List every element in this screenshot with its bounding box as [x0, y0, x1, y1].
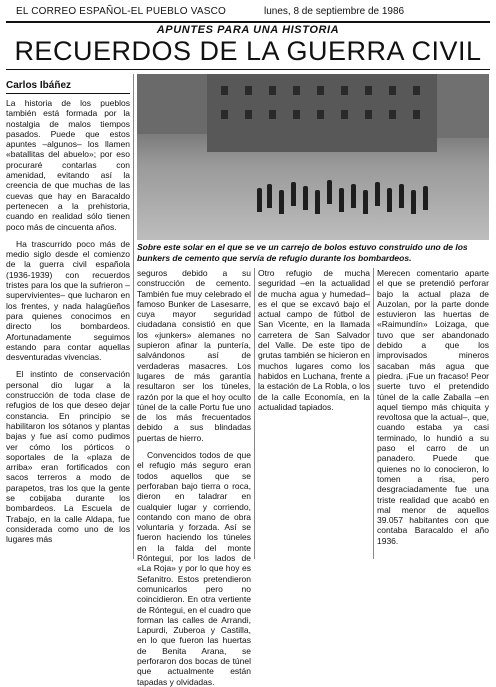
photo-building	[207, 74, 437, 152]
column-3	[258, 268, 370, 412]
publication-name: EL CORREO ESPAÑOL-EL PUEBLO VASCO	[16, 6, 226, 17]
bunker-site-photo	[137, 74, 489, 240]
column-divider	[254, 268, 255, 559]
column-4	[377, 268, 489, 546]
column-1	[6, 98, 130, 544]
column-2	[137, 268, 251, 687]
photo-caption: Sobre este solar en el que se ve un carrejo de bolos estuvo construido uno de los bunkers de cemento que servía de refugio durante los bombardeos.	[137, 242, 468, 263]
photo-building	[137, 74, 207, 134]
paragraph: seguros debido a su construcción de cemento. También fue muy celebrado el famoso Bunker de Lasesarre, cuya mayor seguridad ciudadana consistió en que los «junkers» alemanes no supieron afinar la puntería, salvándonos así de verdaderas masacres. Los lugares de más garantía resultaron ser los túneles, razón por la que el hoy oculto túnel de la calle Portu fue uno de los más frecuentados debido a sus blindadas puertas de hierro.	[137, 268, 251, 443]
paragraph: Convencidos todos de que el refugio más seguro eran todos aquellos que se perforaban bajo tierra o roca, dieron en taladrar en cualquier lugar y corriendo, contando con mano de obra voluntaria y forzada. Así se fueron haciendo los túneles en la falda del monte Róntegui, por los lados de «La Roja» y por lo que hoy es Sefanitro. Estos pretendieron comunicarlos pero no coincidieron. En otra vertiente de Róntegui, en el cuadro que forman las calles de Arrandi, Lapurdi, Zuberoa y Castilla, en lo que fueron las huertas de Benita Arana, se perforaron dos bocas de túnel que actualmente están tapadas y olvidadas.	[137, 450, 251, 687]
column-divider	[373, 268, 374, 559]
section-kicker: APUNTES PARA UNA HISTORIA	[156, 24, 340, 36]
photo-building	[437, 74, 489, 138]
headline-rule	[6, 69, 490, 70]
paragraph: Ha trascurrido poco más de medio siglo desde el comienzo de la guerra civil española (1936-1939) con recuerdos tristes para los que la sufrieron –supervivientes– que lucharon en los frentes, y nada halagüeños para quienes conocimos en directo los bombardeos. Afortunadamente seguimos estando para contar aquellas desventuradas vivencias.	[6, 238, 130, 363]
author-byline: Carlos Ibáñez	[6, 80, 72, 91]
masthead-rule	[6, 21, 490, 23]
paragraph: El instinto de conservación personal dio lugar a la construcción de toda clase de refugios de los que deseo dejar constancia. En principio se habilitaron los sótanos y plantas bajas y fue así como pudimos ver cómo los pórticos o soportales de la «plaza de arriba» eran fortificados con sacos terreros a modo de parapetos, tras los que la gente se cobijaba durante los bombardeos. La Escuela de Trabajo, en la calle Aldapa, fue considerada como uno de los lugares más	[6, 369, 130, 545]
publication-date: lunes, 8 de septiembre de 1986	[264, 6, 405, 17]
paragraph: Otro refugio de mucha seguridad –en la actualidad de mucha agua y humedad– es el que se excavó bajo el actual campo de fútbol de San Vicente, en la llamada carretera de San Salvador del Valle. De este tipo de grutas también se hicieron en muchos lugares como los habidos en Luchana, frente a la estación de La Robla, o los de la calle Economía, en la actualidad tapiados.	[258, 268, 370, 412]
column-divider	[133, 74, 134, 559]
paragraph: La historia de los pueblos también está formada por la nostalgia de malos tiempos pasados. Puede que estos apuntes –algunos– los llamen «batallitas del abuelo»; por eso procuraré contarlas con amenidad, evitando así la creencia de que muchas de las cuevas que hay en Baracaldo pertenecen a la prehistoria, cuando en realidad sólo tienen poco más de cincuenta años.	[6, 98, 130, 232]
paragraph: Merecen comentario aparte el que se pretendió perforar bajo la actual plaza de Auzolan, por la parte donde estuvieron las huertas de «Raimundín» Loizaga, que tuvo que ser abandonado debido a que los improvisados mineros sacaban más agua que piedra. ¡Fue un fracaso! Peor suerte tuvo el pretendido túnel de la calle Zaballa –en aquel tiempo más chiquita y revoltosa que la actual–, que, cuando estaba ya casi terminado, lo hundió a su paso el carro de un panadero. Puede que quienes no lo conocieron, lo tomen a risa, pero desgraciadamente fue una triste realidad que acabó en mal menor de aquellos 39.057 habitantes con que contaba Baracaldo el año 1936.	[377, 268, 489, 546]
masthead	[6, 6, 490, 21]
headline: RECUERDOS DE LA GUERRA CIVIL	[14, 36, 482, 66]
byline-rule	[6, 93, 130, 94]
photo-crowd	[257, 160, 437, 220]
